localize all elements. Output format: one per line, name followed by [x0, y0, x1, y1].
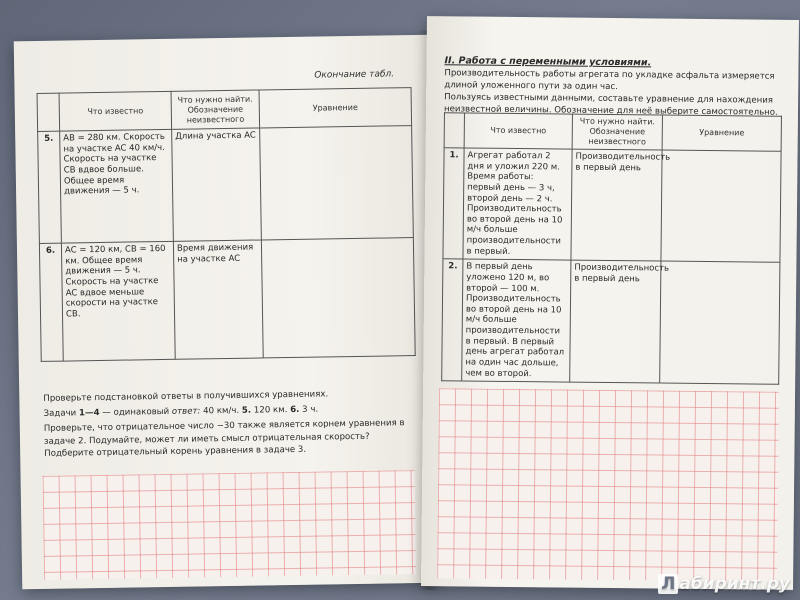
row-equation-cell	[660, 261, 780, 384]
left-table	[37, 87, 416, 362]
answers-text: 120 км.	[251, 405, 291, 416]
row-number: 2.	[442, 259, 463, 381]
table-row	[38, 126, 414, 244]
watermark	[658, 574, 790, 594]
table-header-row	[37, 88, 412, 132]
header-num	[444, 113, 464, 148]
row-equation-cell	[261, 238, 415, 358]
table-caption: Окончание табл.	[314, 69, 395, 81]
header-find: Что нужно найти. Обозначение неизвестного	[572, 114, 662, 150]
row-find: Время движения на участке AC	[173, 240, 263, 359]
right-table	[441, 112, 782, 385]
table-row	[443, 148, 781, 263]
row-known: Агрегат работал 2 дня и уложил 220 м. Время работы: первый день — 3 ч, второй день — 2 ч. Производительность во второй день на 10 м/ч больше производительности в первый.	[463, 148, 572, 260]
header-known: Что известно	[464, 113, 572, 149]
header-equation: Уравнение	[662, 115, 781, 151]
table-row	[39, 238, 415, 362]
answers-text: 40 км/ч.	[200, 405, 242, 417]
row-equation-cell	[661, 150, 781, 262]
header-find: Что нужно найти. Обозначение неизвестного	[171, 90, 260, 129]
answers-text: 3 ч.	[299, 404, 319, 416]
task-paragraph: Пользуясь известными данными, составьте уравнение для нахождения неизвестной величины. Обозначение для неё выберите самостоятельно.	[443, 92, 778, 119]
row-equation-cell	[260, 126, 414, 240]
row-number: 1.	[443, 148, 464, 259]
answers-text: Задачи	[43, 408, 80, 420]
watermark-text: абиринт.ру	[679, 574, 790, 594]
header-equation: Уравнение	[259, 88, 412, 128]
check-paragraph: Проверьте подстановкой ответы в получившихся уравнениях.	[43, 389, 329, 404]
answers-bold: 6.	[290, 405, 300, 416]
intro-paragraph: Производительность работы агрегата по укладке асфальта измеряется длиной уложенного пути за один час.	[444, 68, 775, 93]
row-number: 5.	[38, 131, 62, 243]
section-header	[444, 54, 787, 119]
answers-bold: 5.	[241, 405, 252, 416]
table-row	[442, 259, 780, 384]
grid-paper	[43, 470, 417, 580]
header-known: Что известно	[59, 91, 172, 131]
row-known: В первый день уложено 120 м, во второй — 100 м. Производительность во второй день на 10 м/ч больше производительности в первый. В первый день агрегат работал на один час дольше, чем во второй.	[462, 259, 571, 382]
answers-italic: ответ:	[171, 406, 201, 418]
row-find: Производительность в первый день	[570, 260, 661, 383]
row-known: AC = 120 км, CB = 160 км. Общее время движения — 5 ч. Скорость на участке AC вдвое меньше скорости на участке CB.	[61, 241, 175, 361]
answers-text: — одинаковый	[99, 407, 172, 419]
row-find: Производительность в первый день	[571, 149, 662, 261]
section-title: II. Работа с переменными условиями.	[444, 55, 652, 69]
table-header-row	[444, 113, 781, 152]
right-page	[421, 16, 799, 590]
grid-paper	[437, 388, 779, 582]
header-num	[37, 93, 60, 131]
instructions-text	[43, 387, 414, 463]
row-number: 6.	[39, 243, 63, 361]
left-page	[14, 35, 441, 589]
negative-root-paragraph: Проверьте, что отрицательное число −30 также является корнем уравнения в задаче 2. Подумайте, может ли иметь смысл отрицательная скорость? Подберите отрицательный корень уравнения в задаче 3.	[43, 418, 405, 459]
answers-bold: 1—4	[78, 408, 100, 419]
row-known: AB = 280 км. Скорость на участке AC 40 км/ч. Скорость на участке CB вдвое больше. Общее время движения — 5 ч.	[60, 129, 174, 243]
watermark-badge: Л	[658, 574, 678, 594]
row-find: Длина участка AC	[172, 128, 262, 241]
